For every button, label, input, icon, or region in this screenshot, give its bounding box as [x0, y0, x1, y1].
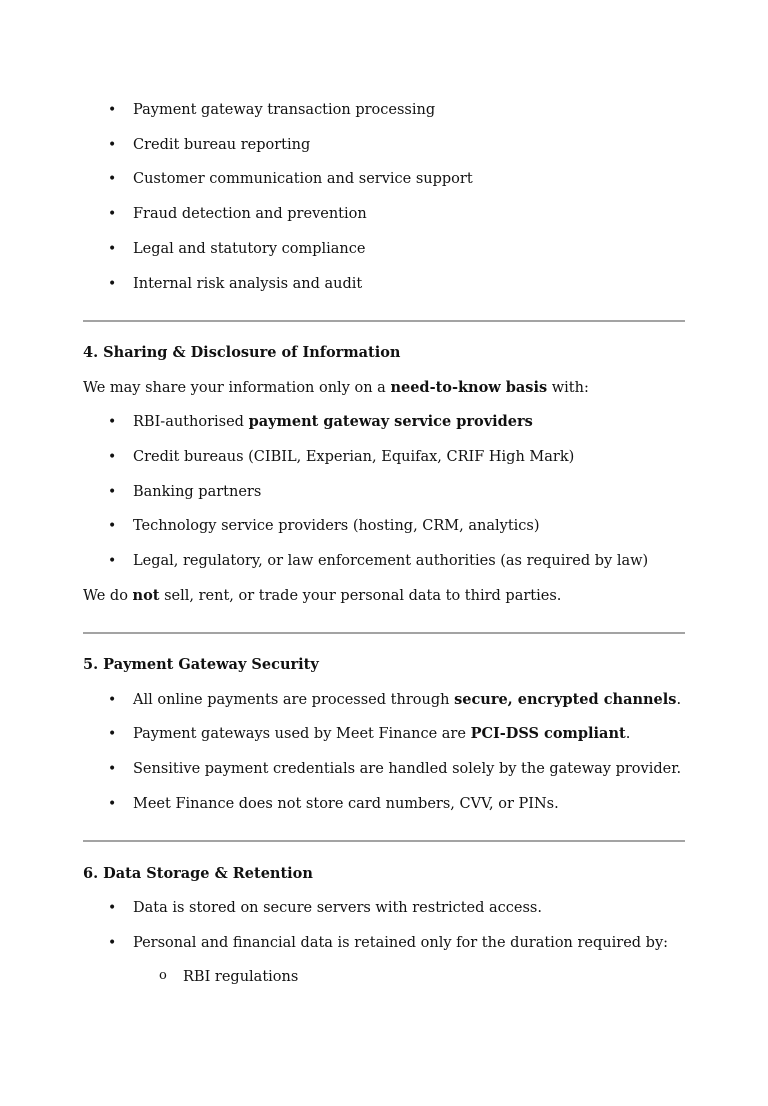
- list-item: • Personal and financial data is retained only for the duration required by:: [133, 933, 668, 953]
- list-item: • Banking partners: [133, 482, 261, 502]
- section-heading: 6. Data Storage & Retention: [83, 865, 313, 882]
- sub-list-item: o RBI regulations: [183, 967, 298, 987]
- section-heading: 5. Payment Gateway Security: [83, 656, 319, 673]
- section-heading: 4. Sharing & Disclosure of Information: [83, 344, 401, 361]
- list-item: • Fraud detection and prevention: [133, 204, 367, 224]
- section-divider: [83, 632, 685, 634]
- list-item: • Legal and statutory compliance: [133, 239, 365, 259]
- list-item: • Meet Finance does not store card numbers, CVV, or PINs.: [133, 794, 559, 814]
- section-divider: [83, 320, 685, 322]
- section-divider: [83, 840, 685, 842]
- list-item: • Credit bureau reporting: [133, 135, 310, 155]
- list-item: • Data is stored on secure servers with restricted access.: [133, 898, 542, 918]
- list-item: • Legal, regulatory, or law enforcement authorities (as required by law): [133, 551, 648, 571]
- list-item: • Technology service providers (hosting, CRM, analytics): [133, 516, 540, 536]
- list-item: • All online payments are processed through secure, encrypted channels.: [133, 690, 681, 710]
- list-item: • RBI-authorised payment gateway service providers: [133, 412, 533, 432]
- list-item: • Payment gateways used by Meet Finance are PCI-DSS compliant.: [133, 724, 630, 744]
- list-item: • Internal risk analysis and audit: [133, 274, 362, 294]
- list-item: • Payment gateway transaction processing: [133, 100, 435, 120]
- list-item: • Credit bureaus (CIBIL, Experian, Equifax, CRIF High Mark): [133, 447, 574, 467]
- paragraph: We may share your information only on a need-to-know basis with:: [83, 379, 589, 396]
- list-item: • Customer communication and service support: [133, 169, 473, 189]
- paragraph: We do not sell, rent, or trade your personal data to third parties.: [83, 587, 562, 604]
- list-item: • Sensitive payment credentials are handled solely by the gateway provider.: [133, 759, 681, 779]
